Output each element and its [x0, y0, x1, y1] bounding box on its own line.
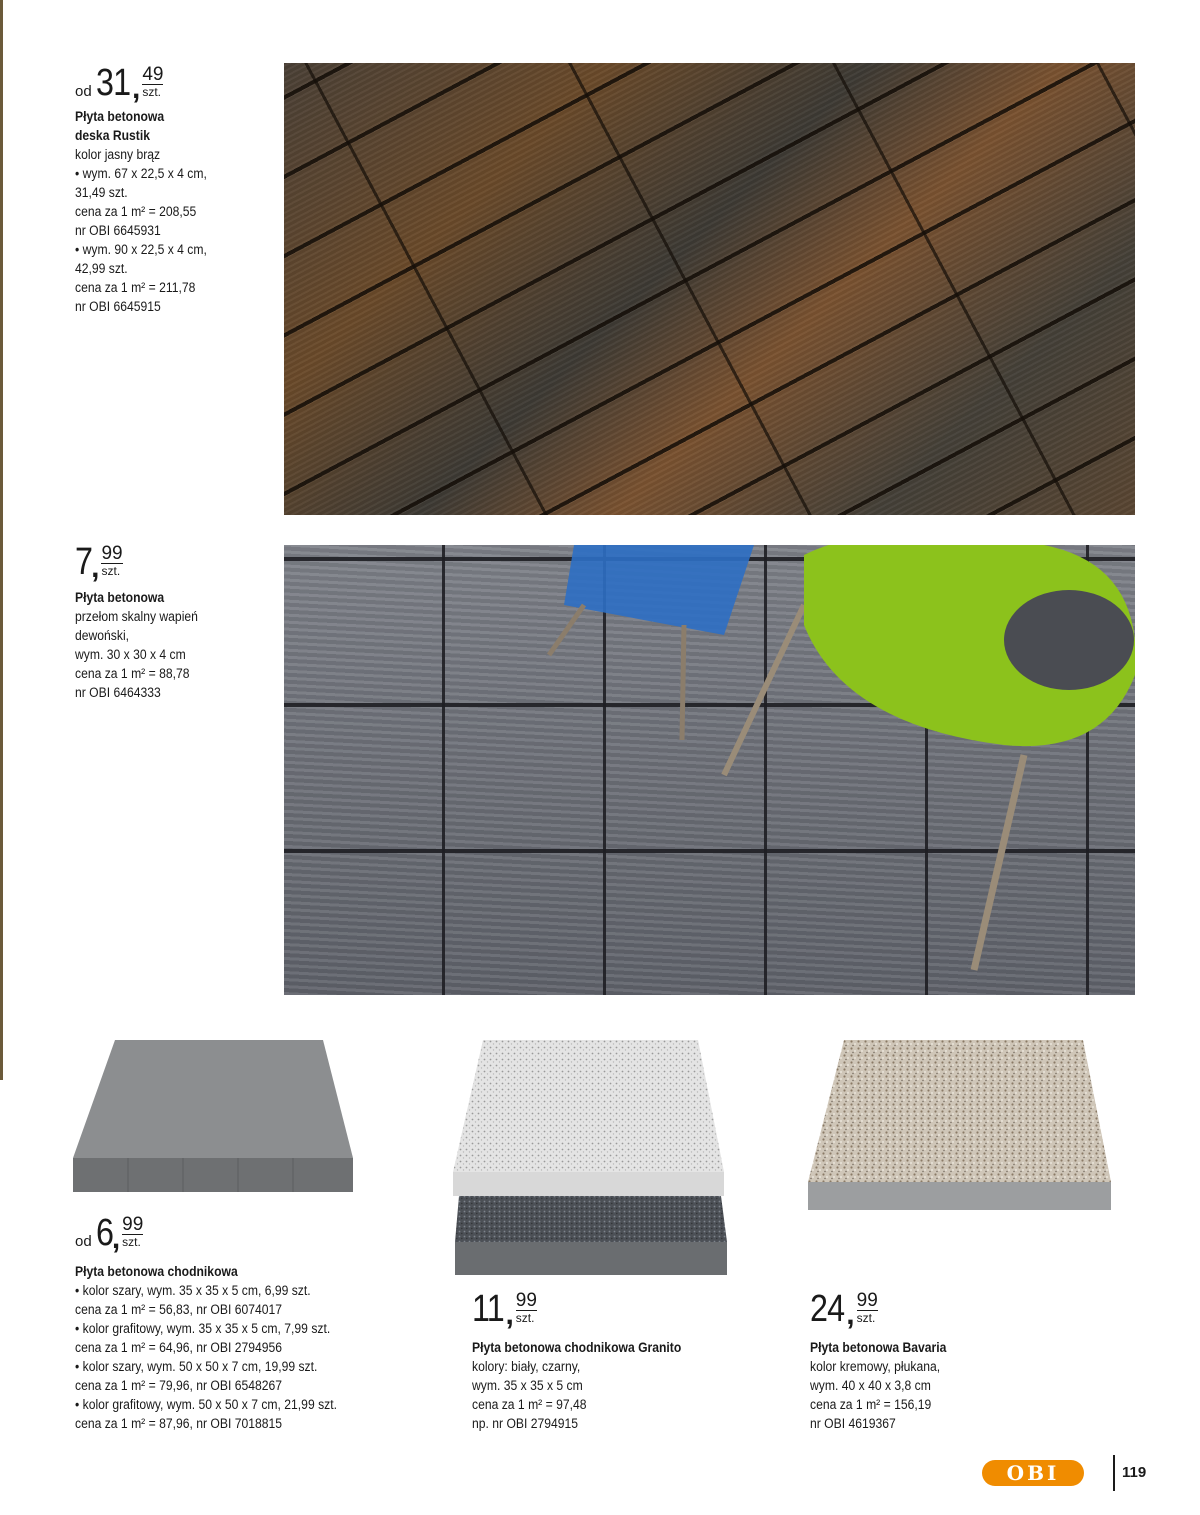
desc-line: kolor jasny brąz: [75, 147, 161, 162]
price-unit: szt.: [516, 1310, 537, 1324]
price-main: 7: [75, 541, 93, 583]
desc-line: wym. 40 x 40 x 3,8 cm: [810, 1378, 931, 1393]
desc-line: 31,49 szt.: [75, 185, 128, 200]
desc-line: • kolor grafitowy, wym. 35 x 35 x 5 cm, 7,99 szt.: [75, 1321, 331, 1336]
page-edge-strip: [0, 0, 3, 1080]
tile-grey-paving: [73, 1040, 353, 1192]
desc-line: cena za 1 m² = 211,78: [75, 280, 196, 295]
desc-line: wym. 35 x 35 x 5 cm: [472, 1378, 583, 1393]
price-separator: ,: [131, 72, 141, 105]
page-number-divider: [1113, 1455, 1115, 1491]
tile-granito-white-black: [453, 1040, 729, 1275]
product-name-2: deska Rustik: [75, 128, 150, 143]
obi-logo: OBI: [982, 1460, 1084, 1486]
price-main: 31: [95, 62, 130, 104]
photo-stone-paving-with-chair: [284, 545, 1135, 995]
desc-line: przełom skalny wapień: [75, 609, 198, 624]
desc-line: • kolor szary, wym. 50 x 50 x 7 cm, 19,99 szt.: [75, 1359, 318, 1374]
price-separator: ,: [91, 551, 100, 584]
price-wapien: [75, 541, 123, 584]
price-bavaria: [810, 1288, 878, 1331]
desc-line: wym. 30 x 30 x 4 cm: [75, 647, 186, 662]
product-name: Płyta betonowa chodnikowa Granito: [472, 1340, 682, 1355]
price-cents: 99: [101, 543, 123, 564]
desc-chodnikowa: [75, 1262, 337, 1433]
product-name: Płyta betonowa: [75, 109, 165, 124]
price-unit: szt.: [857, 1310, 878, 1324]
desc-line: • wym. 90 x 22,5 x 4 cm,: [75, 242, 207, 257]
price-cents: 99: [515, 1290, 537, 1311]
desc-line: nr OBI 6645915: [75, 299, 161, 314]
product-name: Płyta betonowa: [75, 590, 165, 605]
chair-illustration: [284, 545, 1135, 995]
price-prefix: od: [75, 83, 92, 100]
desc-line: nr OBI 6464333: [75, 685, 161, 700]
desc-bavaria: [810, 1338, 946, 1433]
product-name: Płyta betonowa Bavaria: [810, 1340, 947, 1355]
page-number: 119: [1122, 1464, 1147, 1481]
price-granito: [472, 1288, 537, 1331]
desc-line: cena za 1 m² = 87,96, nr OBI 7018815: [75, 1416, 283, 1431]
desc-line: kolory: biały, czarny,: [472, 1359, 581, 1374]
price-rustik: [75, 62, 164, 105]
price-main: 6: [95, 1212, 113, 1254]
desc-line: cena za 1 m² = 64,96, nr OBI 2794956: [75, 1340, 283, 1355]
price-unit: szt.: [122, 1234, 143, 1248]
desc-line: • kolor grafitowy, wym. 50 x 50 x 7 cm, 21,99 szt.: [75, 1397, 337, 1412]
desc-line: • wym. 67 x 22,5 x 4 cm,: [75, 166, 207, 181]
tile-bavaria-washed: [808, 1040, 1111, 1210]
desc-line: cena za 1 m² = 208,55: [75, 204, 197, 219]
price-separator: ,: [846, 1298, 855, 1331]
desc-line: 42,99 szt.: [75, 261, 128, 276]
desc-line: np. nr OBI 2794915: [472, 1416, 579, 1431]
price-unit: szt.: [142, 84, 163, 98]
desc-line: cena za 1 m² = 56,83, nr OBI 6074017: [75, 1302, 283, 1317]
desc-line: dewoński,: [75, 628, 130, 643]
desc-granito: [472, 1338, 681, 1433]
price-separator: ,: [505, 1298, 514, 1331]
desc-line: • kolor szary, wym. 35 x 35 x 5 cm, 6,99 szt.: [75, 1283, 311, 1298]
desc-line: cena za 1 m² = 97,48: [472, 1397, 587, 1412]
price-chodnikowa: [75, 1212, 144, 1255]
desc-line: nr OBI 6645931: [75, 223, 161, 238]
desc-line: cena za 1 m² = 79,96, nr OBI 6548267: [75, 1378, 283, 1393]
price-cents: 49: [142, 64, 164, 85]
price-main: 24: [810, 1288, 845, 1330]
price-unit: szt.: [101, 563, 122, 577]
desc-line: nr OBI 4619367: [810, 1416, 896, 1431]
price-cents: 99: [856, 1290, 878, 1311]
desc-line: cena za 1 m² = 88,78: [75, 666, 190, 681]
price-cents: 99: [122, 1214, 144, 1235]
desc-wapien: [75, 588, 198, 702]
desc-line: cena za 1 m² = 156,19: [810, 1397, 932, 1412]
price-main: 11: [472, 1288, 504, 1330]
price-separator: ,: [111, 1222, 121, 1255]
desc-line: kolor kremowy, płukana,: [810, 1359, 941, 1374]
product-name: Płyta betonowa chodnikowa: [75, 1264, 238, 1279]
price-prefix: od: [75, 1233, 92, 1250]
photo-wood-plank-paving: [284, 63, 1135, 515]
desc-rustik: [75, 107, 207, 316]
